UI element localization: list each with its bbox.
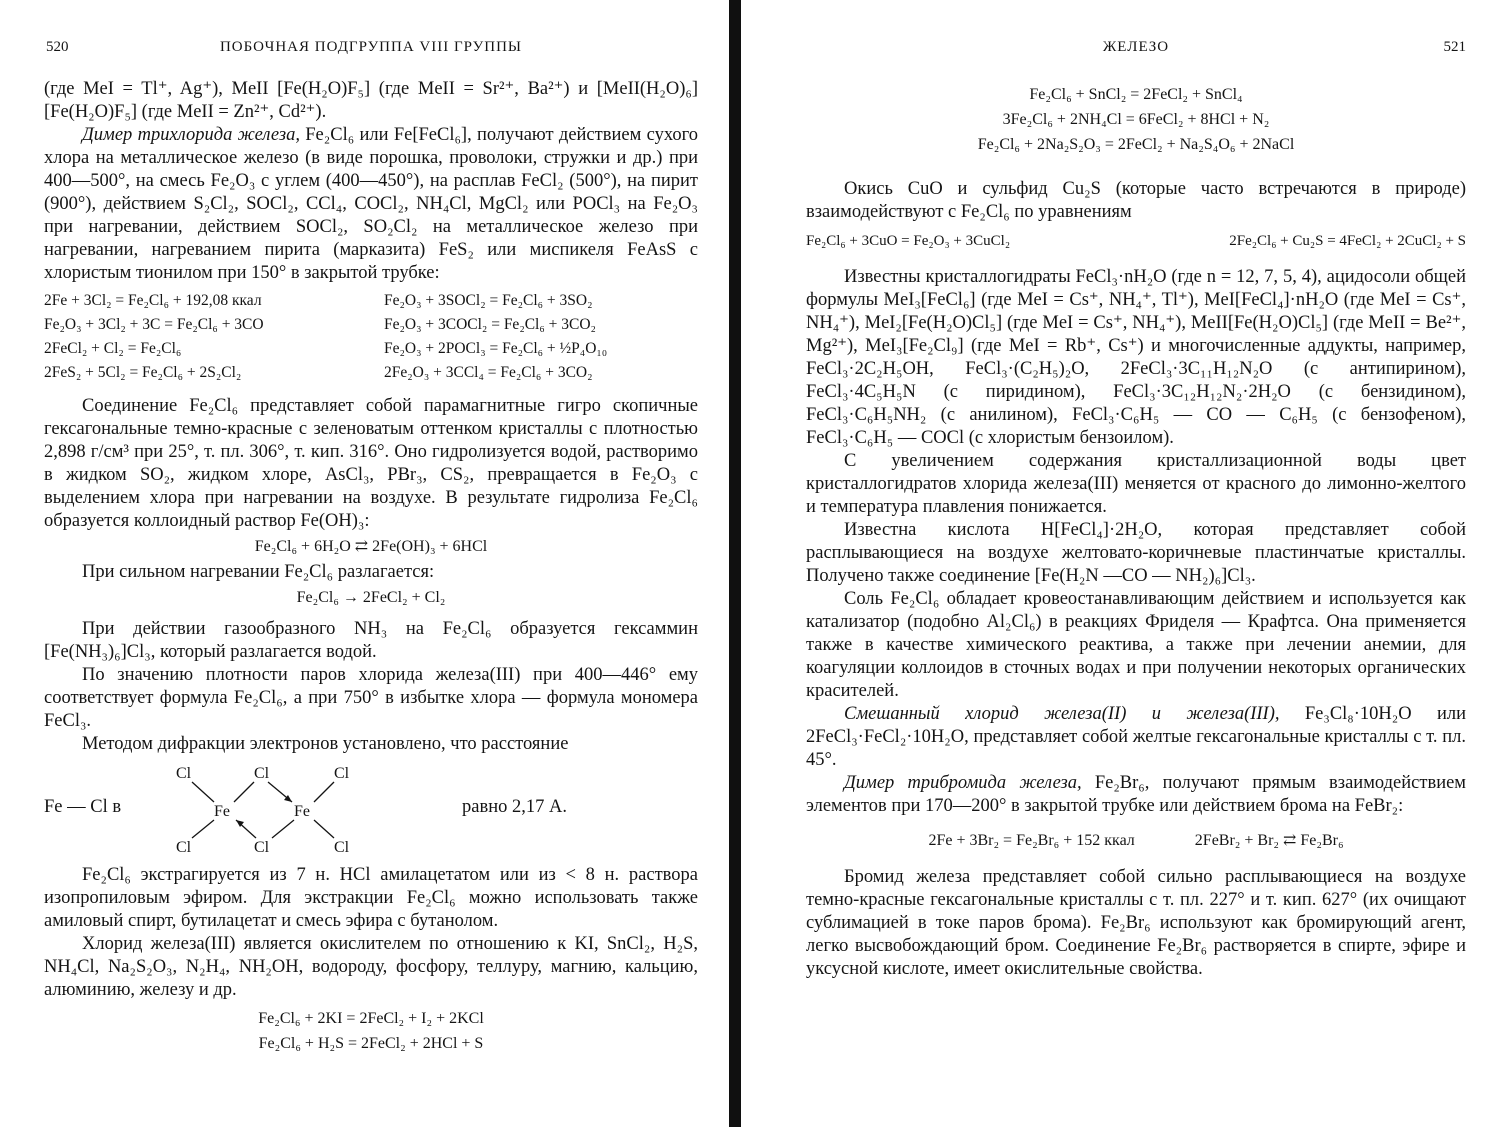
equation: 3Fe₂Cl₆ + 2NH₄Cl = 6FeCl₂ + 8HCl + N₂ <box>1002 111 1270 128</box>
cl-atom-label: Cl <box>254 839 270 856</box>
equation-stack <box>806 84 1466 156</box>
paragraph <box>806 703 1466 772</box>
cl-atom-label: Cl <box>254 765 270 782</box>
italic-term: Димер трибромида железа, <box>844 773 1082 793</box>
diagram-lead-text: Fe — Cl в <box>44 797 122 817</box>
paragraph <box>806 772 1466 818</box>
left-page <box>44 0 698 1127</box>
cl-atom-label: Cl <box>334 765 350 782</box>
equation: Fe₂Cl₆ + 6H₂O ⇄ 2Fe(OH)₃ + 6HCl <box>254 538 488 555</box>
equation: Fe₂O₃ + 3COCl₂ = Fe₂Cl₆ + 3CO₂ <box>384 316 596 333</box>
bond-line <box>234 782 254 802</box>
equation: 2Fe + 3Br₂ = Fe₂Br₆ + 152 ккал <box>928 832 1135 849</box>
equation: Fe₂Cl₆ + SnCl₂ = 2FeCl₂ + SnCl₄ <box>1029 86 1243 103</box>
paragraph: С увеличением содержания кристаллизационной воды цвет кристаллогидратов хлорида железа(III) меняется от красного до лимонно-желтого и температура плавления понижается. <box>806 451 1466 517</box>
page-number-right: 521 <box>1443 39 1466 55</box>
paragraph <box>44 124 698 285</box>
fe-atom-label: Fe <box>214 803 230 820</box>
bond-line <box>192 782 214 802</box>
equation: Fe₂Cl₆ + 2Na₂S₂O₃ = 2FeCl₂ + Na₂S₄O₆ + 2NaCl <box>977 136 1295 153</box>
equation: Fe₂Cl₆ + 3CuO = Fe₂O₃ + 3CuCl₂ <box>806 233 1011 249</box>
paragraph: Хлорид железа(III) является окислителем по отношению к KI, SnCl₂, H₂S, NH₄Cl, Na₂S₂O₃, N₂H₄, NH₂OH, водороду, фосфору, теллуру, магнию, кальцию, алюминию, железу и др. <box>44 934 698 1000</box>
paragraph: Известны кристаллогидраты FeCl₃·nH₂O (где n = 12, 7, 5, 4), ацидосоли общей формулы MeI₃[FeCl₆] (где MeI = Cs⁺, NH₄⁺, Tl⁺), MeI[FeCl₄]·nH₂O (где MeI = Cs⁺, NH₄⁺), MeI₂[Fe(H₂O)Cl₅] (где MeI = Cs⁺, NH₄⁺), MeII[Fe(H₂O)Cl₅] (где MeII = Be²⁺, Mg²⁺), MeI₃[Fe₂Cl₉] (где MeI = Rb⁺, Cs⁺) и многочисленные аддукты, например, FeCl₃·2C₂H₅OH, FeCl₃·(C₂H₅)₂O, 2FeCl₃·3C₁₁H₁₂N₂O (с антипирином), FeCl₃·4C₅H₅N (с пиридином), FeCl₃·3C₁₂H₁₂N₂·2H₂O (с бензидином), FeCl₃·C₆H₅NH₂ (с анилином), FeCl₃·C₆H₅ — CO — C₆H₅ (с бензофеном), FeCl₃·C₆H₅ — COCl (с хлористым бензоилом). <box>806 267 1466 448</box>
paragraph: Соединение Fe₂Cl₆ представляет собой парамагнитные гигро скопичные гексагональные темно-красные с зеленоватым оттенком кристаллы с плотностью 2,898 г/см³ при 25°, т. пл. 306°, т. кип. 316°. Оно гидролизуется водой, растворимо в жидком SO₂, жидком хлоре, AsCl₃, PBr₃, CS₂, превращается в Fe₂O₃ с выделением хлора при нагревании на воздухе. В результате гидролиза Fe₂Cl₆ образуется коллоидный раствор Fe(OH)₃: <box>44 396 698 531</box>
equation: 2Fe₂Cl₆ + Cu₂S = 4FeCl₂ + 2CuCl₂ + S <box>1229 233 1466 249</box>
page-number-left: 520 <box>46 39 69 55</box>
book-spine <box>729 0 741 1127</box>
equation: 2FeBr₂ + Br₂ ⇄ Fe₂Br₆ <box>1194 832 1344 849</box>
paragraph: (где MeI = Tl⁺, Ag⁺), MeII [Fe(H₂O)F₅] (где MeII = Sr²⁺, Ba²⁺) и [MeII(H₂O)₆][Fe(H₂O)F₅] (где MeII = Zn²⁺, Cd²⁺). <box>44 79 698 122</box>
paragraph: Бромид железа представляет собой сильно расплывающиеся на воздухе темно-красные гексагональные кристаллы с т. пл. 227° и т. кип. 627° (их очищают сублимацией в токе паров брома). Fe₂Br₆ используют как бромирующий агент, легко высвобождающий бром. Соединение Fe₂Br₆ растворяется в спирте, эфире и уксусной кислоте, имеет окислительные свойства. <box>806 867 1466 979</box>
equation-pair <box>806 830 1466 852</box>
cl-atom-label: Cl <box>176 765 192 782</box>
bond-line <box>314 820 334 838</box>
bond-line <box>272 820 294 838</box>
equation-stack <box>44 1008 698 1055</box>
cl-atom-label: Cl <box>334 839 350 856</box>
paragraph: Fe₂Cl₆ экстрагируется из 7 н. HCl амилацетатом или из < 8 н. раствора изопропиловым эфиром. Для экстракции Fe₂Cl₆ можно использовать также амиловый спирт, бутилацетат и смесь эфира с бутанолом. <box>44 865 698 931</box>
cl-atom-label: Cl <box>176 839 192 856</box>
equation: Fe₂Cl₆ + 2KI = 2FeCl₂ + I₂ + 2KCl <box>258 1010 484 1027</box>
paragraph: Методом дифракции электронов установлено, что расстояние <box>82 734 569 754</box>
equation: Fe₂O₃ + 3Cl₂ + 3C = Fe₂Cl₆ + 3CO <box>44 316 264 333</box>
equation: 2Fe₂O₃ + 3CCl₄ = Fe₂Cl₆ + 3CO₂ <box>384 364 593 381</box>
equation: 2Fe + 3Cl₂ = Fe₂Cl₆ + 192,08 ккал <box>44 292 262 309</box>
paragraph: Соль Fe₂Cl₆ обладает кровеостанавливающим действием и используется как катализатор (подобно Al₂Cl₆) в реакциях Фриделя — Крафтса. Она применяется также в качестве химического реактива, а также при лечении анемии, для коагуляции коллоидов в сточных водах и при получении некоторых органических красителей. <box>806 589 1466 701</box>
equation-pair <box>806 230 1466 252</box>
equation: Fe₂Cl₆ + H₂S = 2FeCl₂ + 2HCl + S <box>258 1035 484 1052</box>
running-title-right: ЖЕЛЕЗО <box>1102 39 1170 55</box>
right-text-flow <box>806 78 1466 981</box>
italic-term: Димер трихлорида железа, <box>82 125 300 145</box>
bond-distance-text: равно 2,17 А. <box>462 797 567 817</box>
paragraph: При действии газообразного NH₃ на Fe₂Cl₆ образуется гексаммин [Fe(NH₃)₆]Cl₃, который разлагается водой. <box>44 619 698 662</box>
equation-grid <box>44 289 698 385</box>
paragraph-text: Fe₂Br₆, получают прямым взаимодействием элементов при 170—200° в закрытой трубке или действием брома на FeBr₂: <box>806 773 1466 816</box>
paragraph-text: Fe₂Cl₆ или Fe[FeCl₆], получают действием сухого хлора на металлическое железо (в виде порошка, проволоки, стружки и др.) при 400—500°, на смесь Fe₂O₃ с углем (400—450°), на расплав FeCl₂ (500°), на пирит (900°), действием S₂Cl₂, SOCl₂, CCl₄, COCl₂, NH₄Cl, MgCl₂ или POCl₃ на Fe₂O₃ при нагревании, действием SOCl₂, SO₂Cl₂ на металлическое железо при нагревании, нагреванием пирита (марказита) FeS₂ или миспикеля FeAsS с хлористым тионилом при 150° в закрытой трубке: <box>44 125 698 283</box>
fe-atom-label: Fe <box>294 803 310 820</box>
italic-term: Смешанный хлорид железа(II) и железа(III), <box>844 704 1280 724</box>
paragraph-text: Fe₃Cl₈·10H₂O или 2FeCl₃·FeCl₂·10H₂O, представляет собой желтые гексагональные кристаллы с т. пл. 45°. <box>806 704 1466 770</box>
running-title-left: ПОБОЧНАЯ ПОДГРУППА VIII ГРУППЫ <box>219 39 523 55</box>
right-running-head <box>806 36 1466 56</box>
paragraph: Окись CuO и сульфид Cu₂S (которые часто встречаются в природе) взаимодействуют с Fe₂Cl₆ по уравнениям <box>806 179 1466 222</box>
paragraph: По значению плотности паров хлорида железа(III) при 400—446° ему соответствует формула Fe₂Cl₆, а при 750° в избытке хлора — формула мономера FeCl₃. <box>44 665 698 731</box>
fe2cl6-structure-diagram <box>164 762 374 858</box>
equation: Fe₂O₃ + 3SOCl₂ = Fe₂Cl₆ + 3SO₂ <box>384 292 593 309</box>
equation: Fe₂Cl₆ → 2FeCl₂ + Cl₂ <box>296 589 446 606</box>
left-running-head <box>44 36 698 56</box>
equation: Fe₂O₃ + 2POCl₃ = Fe₂Cl₆ + ½P₄O₁₀ <box>384 340 608 357</box>
bond-line <box>192 820 214 838</box>
fe2cl6-structure-row <box>44 762 698 858</box>
bond-line <box>314 782 334 802</box>
paragraph: Известна кислота H[FeCl₄]·2H₂O, которая представляет собой расплывающиеся на воздухе желтовато-коричневые пластинчатые кристаллы. Получено также соединение [Fe(H₂N —CO — NH₂)₆]Cl₃. <box>806 520 1466 586</box>
equation: 2FeS₂ + 5Cl₂ = Fe₂Cl₆ + 2S₂Cl₂ <box>44 364 242 381</box>
left-text-flow <box>44 78 698 1063</box>
right-page <box>806 0 1466 1127</box>
equation: 2FeCl₂ + Cl₂ = Fe₂Cl₆ <box>44 340 182 357</box>
paragraph: При сильном нагревании Fe₂Cl₆ разлагается: <box>82 562 435 582</box>
